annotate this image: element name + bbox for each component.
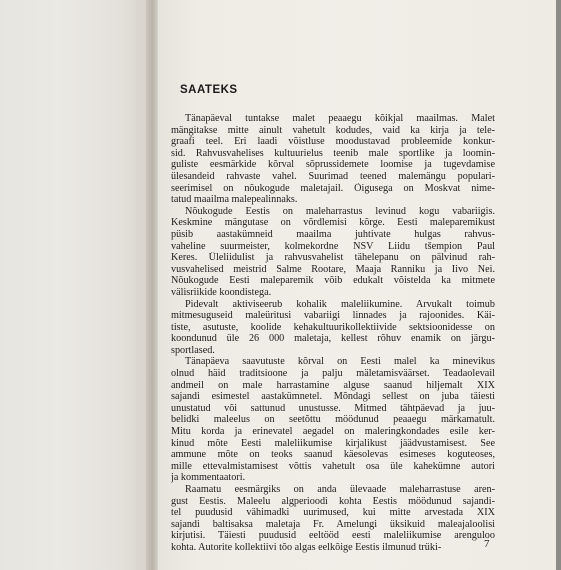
page-title: SAATEKS [180,84,238,96]
text-line: gust Eestis. Maleelu algperioodi kohta Eestis möödunud sajandi- [171,495,495,507]
text-line: Pidevalt aktiviseerub kohalik maleliikumine. Arvukalt toimub [185,298,495,310]
page-number: 7 [484,538,490,550]
text-line: püsib aastakümneid maailma juhtivate hulgas rahvus- [171,228,495,240]
text-line: mängitakse mitte ainult vahetult kodudes, vaid ka kirja ja tele- [171,124,495,136]
page-edge [556,0,561,570]
text-line: guliste eesmärkide kõrval sõprussidemete loomise ja tugevdamise [171,159,495,171]
text-line: Nõukogude Eesti maleparemik võib edukalt võistelda ka mitmete [171,275,495,287]
text-line: ja kommentaatori. [171,472,246,484]
text-line: mitmesuguseid maleüritusi vabariigi linnades ja rajoonides. Käi- [171,310,495,322]
text-line: belidki maleelus on seetõttu möödunud peaaegu märkamatult. [171,414,495,426]
text-line: sid. Rahvusvahelises kultuurielus teenib male sportlike ja loomin- [171,147,495,159]
text-line: kohta. Autorite kollektiivi tõo algas eelkõige Eestis ilmunud trüki- [171,541,442,553]
text-line: sajandi esimestel aastakümnetel. Mõndagi sellest on juba täiesti [171,391,495,403]
text-line: ülesandeid rahvaste vahel. Suurimad teened malemängu populari- [171,170,495,182]
text-line: graafi teel. Eri laadi võistluse moodustavad probleemide konkur- [171,136,495,148]
text-line: mille ettevalmistamisest võttis vahetult osa üle kahekümne autori [171,460,495,472]
text-line: seerimisel on nõukogude maletajail. Õigusega on Moskvat nime- [171,182,495,194]
text-line: tiste, asutuste, koolide kehakultuurikollektiivide sektsioonidesse on [171,321,495,333]
text-line: andmeil on male harrastamine alguse saanud hiljemalt XIX [171,379,495,391]
text-line: kirjutisi. Täiesti puudusid eeltööd eesti maleliikumise arenguloo [171,530,495,542]
text-line: tatud maailma malepealinnaks. [171,194,298,206]
text-line: Raamatu eesmärgiks on anda ülevaade maleharrastuse aren- [185,484,495,495]
text-line: kinud mõte Eesti maleliikumise kirjalikust jäädvustamisest. See [171,437,495,449]
text-line: Keskmine mängutase on võrdlemisi kõrge. Eesti maleparemikust [171,217,495,229]
text-line: sportlased. [171,344,215,356]
text-line: tel puudusid vähimadki uurimused, kui mitte arvestada XIX [171,507,495,519]
text-line: Tänapäeval tuntakse malet peaaegu kõikjal maailmas. Malet [185,113,495,124]
text-line: ammune mõte on teoks saanud käesolevas esimeses koguteoses, [171,449,495,461]
text-line: olnud häid traditsioone ja palju mäletamisväärset. Teadaolevail [171,368,495,380]
text-line: Mitu korda ja erinevatel aegadel on maleringkondades esile ker- [171,426,495,438]
text-line: vusvahelised meistrid Salme Rootare, Maaja Ranniku ja Iivo Nei. [171,263,495,275]
text-line: koondunud üle 26 000 maletaja, kellest rõhuv enamik on järgu- [171,333,495,345]
text-line: Keres. Üleliidulist ja rahvusvahelist tähelepanu on pälvinud rah- [171,252,495,264]
text-line: Tänapäeva saavutuste kõrval on Eesti malel ka minevikus [185,356,495,368]
left-page [0,0,150,570]
text-line: Nõukogude Eestis on maleharrastus levinud kogu vabariigis. [185,205,495,217]
text-line: välisriikide koondistega. [171,286,272,298]
text-line: unustatud või sattunud unustusse. Mitmed tähtpäevad ja juu- [171,402,495,414]
text-line: sajandi baltisaksa maletaja Fr. Amelungi üksikuid maleajaloolisi [171,518,495,530]
text-line: vaheline suurmeister, kolmekordne NSV Liidu tšempion Paul [171,240,495,252]
body-text [171,113,495,554]
